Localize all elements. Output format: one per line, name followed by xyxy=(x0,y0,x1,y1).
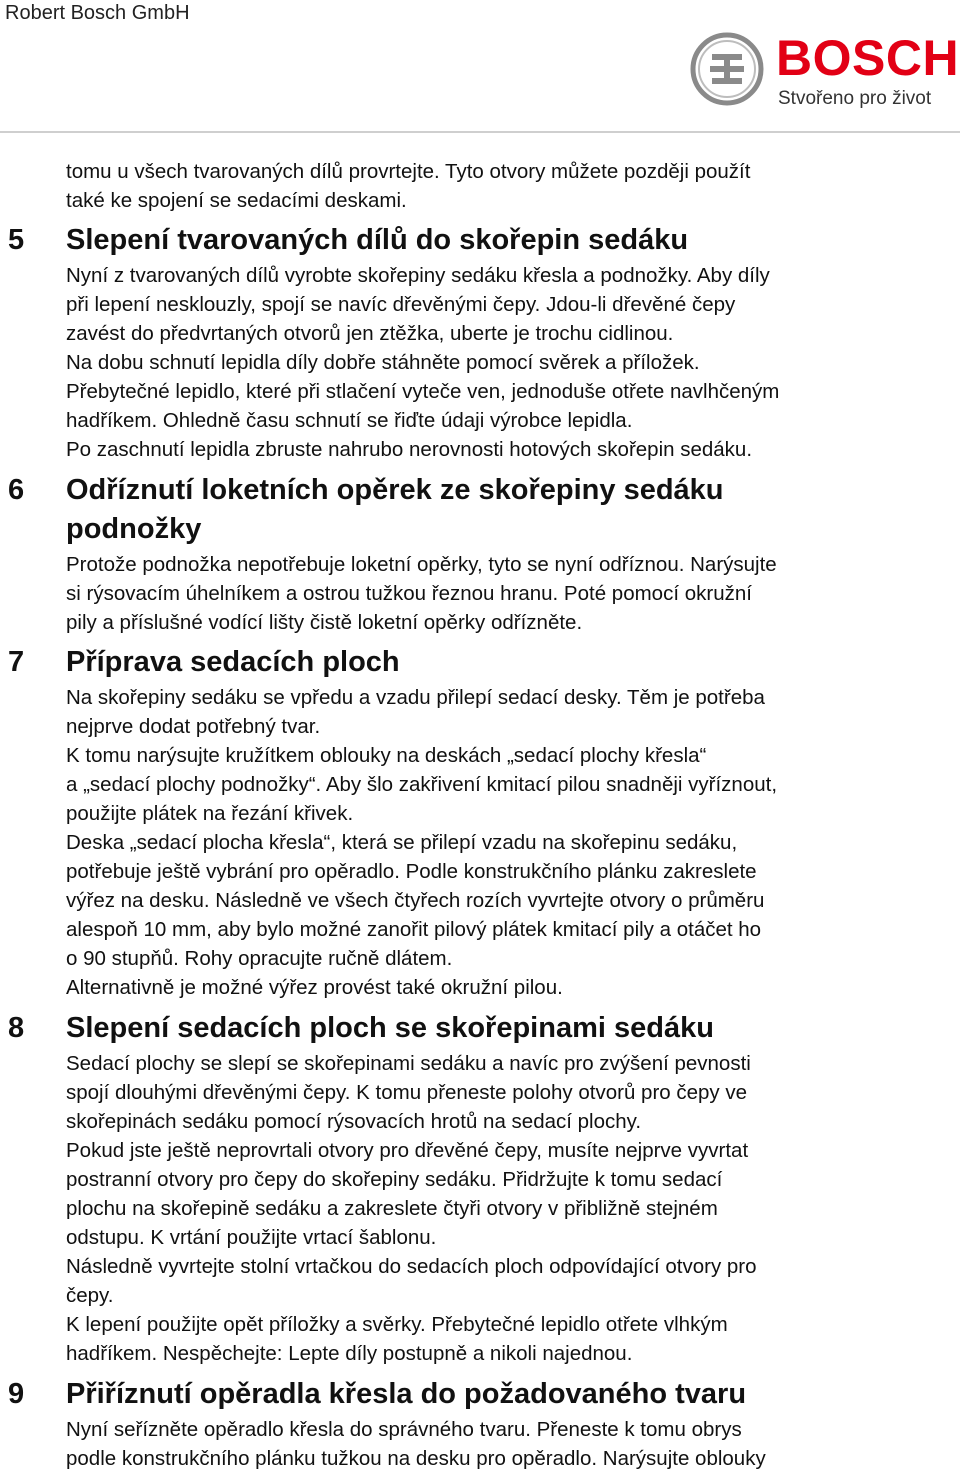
section-heading: Slepení tvarovaných dílů do skořepin sedáku xyxy=(66,224,689,256)
paragraph-line: alespoň 10 mm, aby bylo možné zanořit pilový plátek kmitací pily a otáčet ho xyxy=(66,918,762,941)
section-number: 6 xyxy=(8,474,25,506)
bosch-armature-icon xyxy=(690,32,764,106)
paragraph-line: Přebytečné lepidlo, které při stlačení vyteče ven, jednoduše otřete navlhčeným xyxy=(66,380,780,403)
section-number: 5 xyxy=(8,224,25,256)
paragraph-line: plochu na skořepině sedáku a zakreslete čtyři otvory v přibližně stejném xyxy=(66,1197,718,1220)
intro-line: také ke spojení se sedacími deskami. xyxy=(66,189,407,212)
logo-wordmark: BOSCH xyxy=(776,30,960,86)
paragraph-line: výřez na desku. Následně ve všech čtyřech rozích vyvrtejte otvory o průměru xyxy=(66,889,765,912)
paragraph-line: Deska „sedací plocha křesla“, která se přilepí vzadu na skořepinu sedáku, xyxy=(66,831,738,854)
paragraph-line: potřebuje ještě vybrání pro opěradlo. Podle konstrukčního plánku zakreslete xyxy=(66,860,757,883)
paragraph-line: Protože podnožka nepotřebuje loketní opěrky, tyto se nyní odříznou. Narýsujte xyxy=(66,553,777,576)
paragraph-line: si rýsovacím úhelníkem a ostrou tužkou řeznou hranu. Poté pomocí okružní xyxy=(66,582,752,605)
section-heading: Slepení sedacích ploch se skořepinami sedáku xyxy=(66,1012,714,1044)
paragraph-line: Nyní seřízněte opěradlo křesla do správného tvaru. Přeneste k tomu obrys xyxy=(66,1418,742,1441)
header-divider xyxy=(0,131,960,133)
intro-line: tomu u všech tvarovaných dílů provrtejte. Tyto otvory můžete později použít xyxy=(66,160,751,183)
paragraph-line: o 90 stupňů. Rohy opracujte ručně dlátem. xyxy=(66,947,453,970)
logo-slogan: Stvořeno pro život xyxy=(778,88,932,109)
paragraph-line: spojí dlouhými dřevěnými čepy. K tomu přeneste polohy otvorů pro čepy ve xyxy=(66,1081,748,1104)
section-number: 9 xyxy=(8,1378,25,1410)
paragraph-line: nejprve dodat potřebný tvar. xyxy=(66,715,321,738)
paragraph-line: Následně vyvrtejte stolní vrtačkou do sedacích ploch odpovídající otvory pro xyxy=(66,1255,757,1278)
paragraph-line: Po zaschnutí lepidla zbruste nahrubo nerovnosti hotových skořepin sedáku. xyxy=(66,438,753,461)
section-heading: Přiříznutí opěradla křesla do požadovaného tvaru xyxy=(66,1378,747,1410)
paragraph-line: a „sedací plochy podnožky“. Aby šlo zakřivení kmitací pilou snadněji vyříznout, xyxy=(66,773,778,796)
paragraph-line: odstupu. K vrtání použijte vrtací šablonu. xyxy=(66,1226,437,1249)
paragraph-line: podle konstrukčního plánku tužkou na desku pro opěradlo. Narýsujte oblouky xyxy=(66,1447,766,1470)
paragraph-line: zavést do předvrtaných otvorů jen ztěžka, uberte je trochu cidlinou. xyxy=(66,322,674,345)
bosch-logo xyxy=(690,30,960,115)
paragraph-line: použijte plátek na řezání křivek. xyxy=(66,802,354,825)
page-header xyxy=(0,0,960,130)
paragraph-line: skořepinách sedáku pomocí rýsovacích hrotů na sedací plochy. xyxy=(66,1110,642,1133)
paragraph-line: Sedací plochy se slepí se skořepinami sedáku a navíc pro zvýšení pevnosti xyxy=(66,1052,751,1075)
paragraph-line: Pokud jste ještě neprovrtali otvory pro dřevěné čepy, musíte nejprve vyvrtat xyxy=(66,1139,749,1162)
paragraph-line: postranní otvory pro čepy do skořepiny sedáku. Přidržujte k tomu sedací xyxy=(66,1168,723,1191)
section-heading: Odříznutí loketních opěrek ze skořepiny sedáku xyxy=(66,474,724,506)
paragraph-line: Na dobu schnutí lepidla díly dobře stáhněte pomocí svěrek a příložek. xyxy=(66,351,700,374)
paragraph-line: Nyní z tvarovaných dílů vyrobte skořepiny sedáku křesla a podnožky. Aby díly xyxy=(66,264,770,287)
section-number: 7 xyxy=(8,646,25,678)
section-heading: podnožky xyxy=(66,513,202,545)
section-heading: Příprava sedacích ploch xyxy=(66,646,400,678)
paragraph-line: pily a příslušné vodící lišty čistě loketní opěrky odřízněte. xyxy=(66,611,583,634)
paragraph-line: při lepení nesklouzly, spojí se navíc dřevěnými čepy. Jdou-li dřevěné čepy xyxy=(66,293,736,316)
paragraph-line: K lepení použijte opět příložky a svěrky. Přebytečné lepidlo otřete vlhkým xyxy=(66,1313,728,1336)
paragraph-line: čepy. xyxy=(66,1284,114,1307)
paragraph-line: Na skořepiny sedáku se vpředu a vzadu přilepí sedací desky. Těm je potřeba xyxy=(66,686,765,709)
paragraph-line: hadříkem. Nespěchejte: Lepte díly postupně a nikoli najednou. xyxy=(66,1342,633,1365)
company-name: Robert Bosch GmbH xyxy=(5,2,190,24)
paragraph-line: K tomu narýsujte kružítkem oblouky na deskách „sedací plochy křesla“ xyxy=(66,744,707,767)
paragraph-line: hadříkem. Ohledně času schnutí se řiďte údaji výrobce lepidla. xyxy=(66,409,633,432)
paragraph-line: Alternativně je možné výřez provést také okružní pilou. xyxy=(66,976,563,999)
section-number: 8 xyxy=(8,1012,25,1044)
